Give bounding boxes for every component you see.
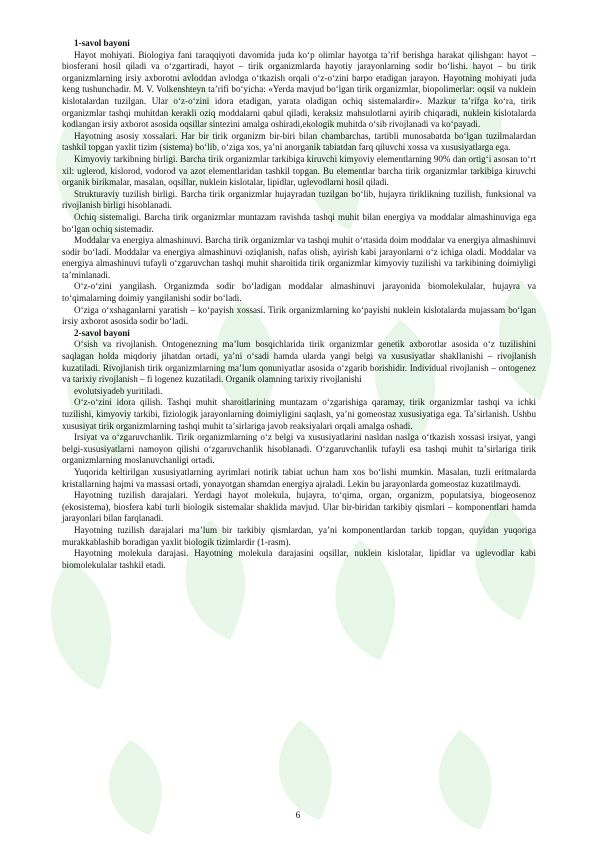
page-number: 6 <box>295 811 301 821</box>
paragraph: Ochiq sistemaligi. Barcha tirik organizmlar muntazam ravishda tashqi muhit bilan energiya va moddalar almashinuviga ega boʻlgan ochiq sistemadir. <box>62 211 536 234</box>
paragraph: Oʻz-oʻzini yangilash. Organizmda sodir boʻladigan moddalar almashinuvi jarayonida biomolekulalar, hujayra va toʻqimalarning doimiy yangilanishi sodir boʻladi. <box>62 281 536 304</box>
paragraph: Hayotning molekula darajasi. Hayotning molekula darajasini oqsillar, nuklein kislotalar, lipidlar va uglevodlar kabi biomolekulalar tashkil etadi. <box>62 548 536 570</box>
section-heading: 2-savol bayoni <box>74 327 130 338</box>
paragraph: Strukturaviy tuzilish birligi. Barcha tirik organizmlar hujayradan tuzilgan boʻlib, hujayra tiriklikning tuzilish, funksional va rivojlanish birligi hisoblanadi. <box>62 188 536 211</box>
paragraph: evolutsiyadeb yuritiladi. <box>74 385 163 396</box>
section-heading: 1-savol bayoni <box>74 38 130 48</box>
paragraph: Oʻsish va rivojlanish. Ontogenezning maʼlum bosqichlarida tirik organizmlar genetik axborotlar asosida oʻz tuzilishini saqlagan holda miqdoriy jihatdan ortadi, yaʼni oʻsadi hamda ularda yangi belgi va xususiyatlar shakllanishi – rivojlanish kuzatiladi. Rivojlanish tirik organizmlarning maʼlum qonuniyatlar asosida oʻzgarib borishidir. Individual rivojlanish – ontogenez va tarixiy rivojlanish – fi logenez kuzatiladi. Organik olamning tarixiy rivojlanishi <box>62 339 536 385</box>
paragraph: Irsiyat va oʻzgaruvchanlik. Tirik organizmlarning oʻz belgi va xususiyatlarini nasldan naslga oʻtkazish xossasi irsiyat, yangi belgi-xususiyatlarni namoyon qilishi oʻzgaruvchanlik hisoblanadi. Oʻzgaruvchanlik tufayli esa tashqi muhit taʼsirlariga tirik organizmlarning moslanuvchanligi ortadi. <box>62 432 536 466</box>
paragraph: Kimyoviy tarkibning birligi. Barcha tirik organizmlar tarkibiga kiruvchi kimyoviy elementlarning 90% dan ortigʻi asosan toʻrt xil: uglerod, kislorod, vodorod va azot elementlaridan tashkil topgan. Bu elementlar barcha tirik organizmlar tarkibiga kiruvchi organik birikmalar, masalan, oqsillar, nuklein kislotalar, lipidlar, uglevodlarni hosil qiladi. <box>62 153 536 188</box>
paragraph: Yuqorida keltirilgan xususiyatlarning ayrimlari notirik tabiat uchun ham xos boʻlishi mumkin. Masalan, tuzli eritmalarda kristallarning hajmi va massasi ortadi, yonayotgan shamdan energiya ajraladi. Lekin bu jarayonlarda gomeostaz kuzatilmaydi. <box>62 466 536 489</box>
document-body <box>62 38 536 571</box>
paragraph: Oʻz-oʻzini idora qilish. Tashqi muhit sharoitlarining muntazam oʻzgarishiga qaramay, tirik organizmlar tashqi va ichki tuzilishi, kimyoviy tarkibi, fiziologik jarayonlarning doimiyligini saqlash, yaʼni gomeostaz xususiyatiga ega. Taʼsirlanish. Ushbu xususiyat tirik organizmlarning tashqi muhit taʼsirlariga javob reaksiyalari orqali amalga oshadi. <box>62 397 536 431</box>
paragraph: Oʻziga oʻxshaganlarni yaratish – koʻpayish xossasi. Tirik organizmlarning koʻpayishi nuklein kislotalarda mujassam boʻlgan irsiy axborot asosida sodir boʻladi. <box>62 304 536 327</box>
paragraph: Hayot mohiyati. Biologiya fani taraqqiyoti davomida juda koʻp olimlar hayotga taʼrif berishga harakat qilishgan: hayot – biosferani hosil qiladi va oʻzgartiradi, hayot – tirik organizmlarda hayotiy jarayonlarning sodir boʻlishi. hayot – bu tirik organizmlarning irsiy axborotni avloddan avlodga oʻtkazish orqali oʻz-oʻzini barpo etadigan jarayon. Hayotning mohiyati juda keng tushunchadir. M. V. Volkenshteyn taʼrifi boʻyicha: «Yerda mavjud boʻlgan tirik organizmlar, biopolimerlar: oqsil va nuklein kislotalardan tuzilgan. Ular oʻz-oʻzini idora etadigan, yarata oladigan ochiq sistemalardir». Mazkur taʼrifga koʻra, tirik organizmlar tashqi muhitdan kerakli oziq moddalarni qabul qiladi, keraksiz mahsulotlarni ayirib chiqaradi, nuklein kislotalarda kodlangan irsiy axborot asosida oqsillar sintezini amalga oshiradi,ekologik muhitda oʻsib rivojlanadi va koʻpayadi. <box>62 49 536 130</box>
paragraph: Hayotning asosiy xossalari. Har bir tirik organizm bir-biri bilan chambarchas, tartibli munosabatda boʻlgan tuzilmalardan tashkil topgan yaxlit tizim (sistema) boʻlib, oʻziga xos, yaʼni anorganik tabiatdan farq qiluvchi xossa va xususiyatlarga ega. <box>62 130 536 153</box>
paragraph: Hayotning tuzilish darajalari maʼlum bir tarkibiy qismlardan, yaʼni komponentlardan tarkib topgan, quyidan yuqoriga murakkablashib boradigan yaxlit biologik tizimlardir (1-rasm). <box>62 524 536 547</box>
paragraph: Moddalar va energiya almashinuvi. Barcha tirik organizmlar va tashqi muhit oʻrtasida doim moddalar va energiya almashinuvi sodir boʻladi. Moddalar va energiya almashinuvi oziqlanish, nafas olish, ayirish kabi jarayonlarni oʻz ichiga oladi. Moddalar va energiya almashinuvi tufayli oʻzgaruvchan tashqi muhit sharoitida tirik organizmlar kimyoviy tuzilishi va tarkibining doimiyligi taʼminlanadi. <box>62 235 536 280</box>
paragraph: Hayotning tuzilish darajalari. Yerdagi hayot molekula, hujayra, toʻqima, organ, organizm, populatsiya, biogeosenoz (ekosistema), biosfera kabi turli biologik sistemalar shaklida mavjud. Ular bir-biridan tarkibiy qismlari – komponentlari hamda jarayonlari bilan farqlanadi. <box>62 490 536 524</box>
